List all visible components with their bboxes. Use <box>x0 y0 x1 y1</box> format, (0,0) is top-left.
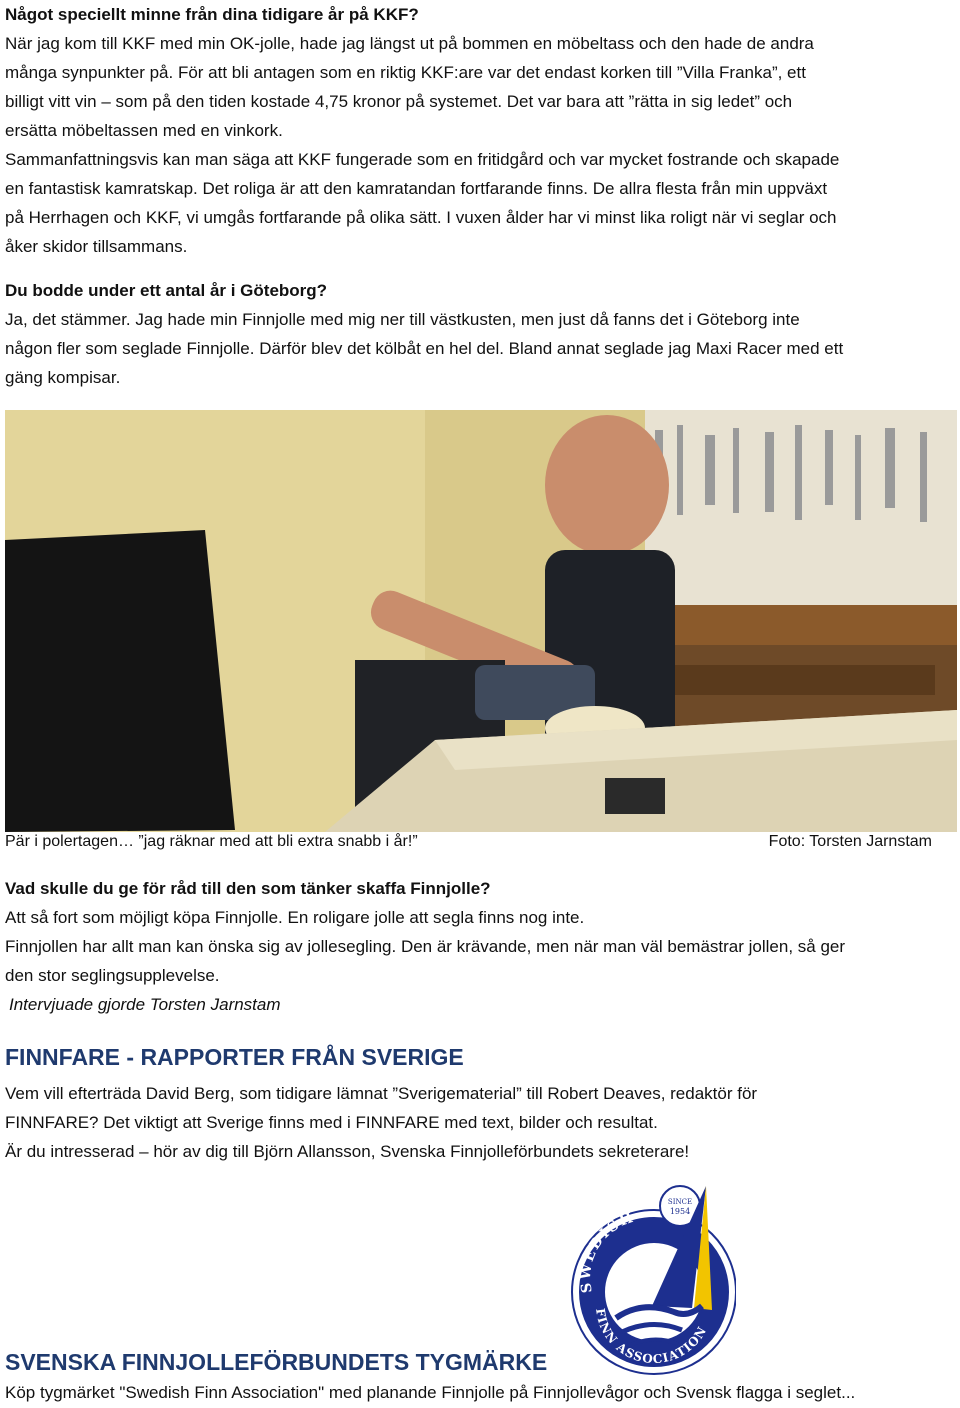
paragraph-line: många synpunkter på. För att bli antagen som en riktig KKF:are var det endast korken till ”Villa Franka”, ett <box>5 63 806 82</box>
paragraph-line: på Herrhagen och KKF, vi umgås fortfarande på olika sätt. I vuxen ålder har vi minst lika roligt när vi seglar och <box>5 208 837 227</box>
paragraph-line: Är du intresserad – hör av dig till Björn Allansson, Svenska Finnjolleförbundets sekreterare! <box>5 1142 690 1161</box>
workshop-photo-illustration <box>5 410 957 832</box>
paragraph-line: Ja, det stämmer. Jag hade min Finnjolle med mig ner till västkusten, men just då fanns det i Göteborg inte <box>5 310 800 329</box>
badge-year: 1954 <box>669 1207 691 1216</box>
paragraph-line: Finnjollen har allt man kan önska sig av jollesegling. Den är krävande, men när man väl bemästrar jollen, så ger <box>5 937 846 956</box>
paragraph-line: åker skidor tillsammans. <box>5 237 188 256</box>
paragraph-line: Att så fort som möjligt köpa Finnjolle. En roligare jolle att segla finns nog inte. <box>5 908 585 927</box>
paragraph-line: en fantastisk kamratskap. Det roliga är att den kamratandan fortfarande finns. De allra flesta från min uppväxt <box>5 179 828 198</box>
paragraph-line: ersätta möbeltassen med en vinkork. <box>5 121 283 140</box>
section-heading-advice: Vad skulle du ge för råd till den som tänker skaffa Finnjolle? <box>5 879 491 898</box>
workshop-photo <box>5 410 957 832</box>
swedish-finn-association-logo <box>562 1180 736 1378</box>
paragraph-line: gäng kompisar. <box>5 368 121 387</box>
paragraph-line: billigt vitt vin – som på den tiden kostade 4,75 kronor på systemet. Det var bara att ”rätta in sig ledet” och <box>5 92 793 111</box>
photo-credit: Foto: Torsten Jarnstam <box>768 833 932 850</box>
finnfare-heading: FINNFARE - RAPPORTER FRÅN SVERIGE <box>5 1044 464 1070</box>
badge-since: SINCE <box>667 1198 693 1206</box>
patch-heading: SVENSKA FINNJOLLEFÖRBUNDETS TYGMÄRKE <box>5 1349 548 1375</box>
paragraph-line: någon fler som seglade Finnjolle. Därför blev det kölbåt en hel del. Bland annat seglade jag Maxi Racer med ett <box>5 339 844 358</box>
section-heading-memory: Något speciellt minne från dina tidigare år på KKF? <box>5 5 419 24</box>
photo-caption: Pär i polertagen… ”jag räknar med att bli extra snabb i år!” <box>5 833 418 850</box>
logo-top-text: SWEDISH <box>577 1209 638 1294</box>
logo-bottom-text: FINN ASSOCIATION <box>592 1307 710 1367</box>
association-logo-graphic <box>562 1180 736 1378</box>
paragraph-line: När jag kom till KKF med min OK-jolle, hade jag längst ut på bommen en möbeltass och den hade de andra <box>5 34 814 53</box>
section-heading-goteborg: Du bodde under ett antal år i Göteborg? <box>5 281 328 300</box>
paragraph-line: FINNFARE? Det viktigt att Sverige finns med i FINNFARE med text, bilder och resultat. <box>5 1113 658 1132</box>
paragraph-line: Sammanfattningsvis kan man säga att KKF fungerade som en fritidgård och var mycket fostrande och skapade <box>5 150 840 169</box>
interview-byline: Intervjuade gjorde Torsten Jarnstam <box>9 995 281 1014</box>
paragraph-line: den stor seglingsupplevelse. <box>5 966 220 985</box>
paragraph-line: Köp tygmärket "Swedish Finn Association" med planande Finnjolle på Finnjollevågor och Svensk flagga i seglet... <box>5 1383 856 1402</box>
paragraph-line: Vem vill efterträda David Berg, som tidigare lämnat ”Sverigematerial” till Robert Deaves, redaktör för <box>5 1084 758 1103</box>
